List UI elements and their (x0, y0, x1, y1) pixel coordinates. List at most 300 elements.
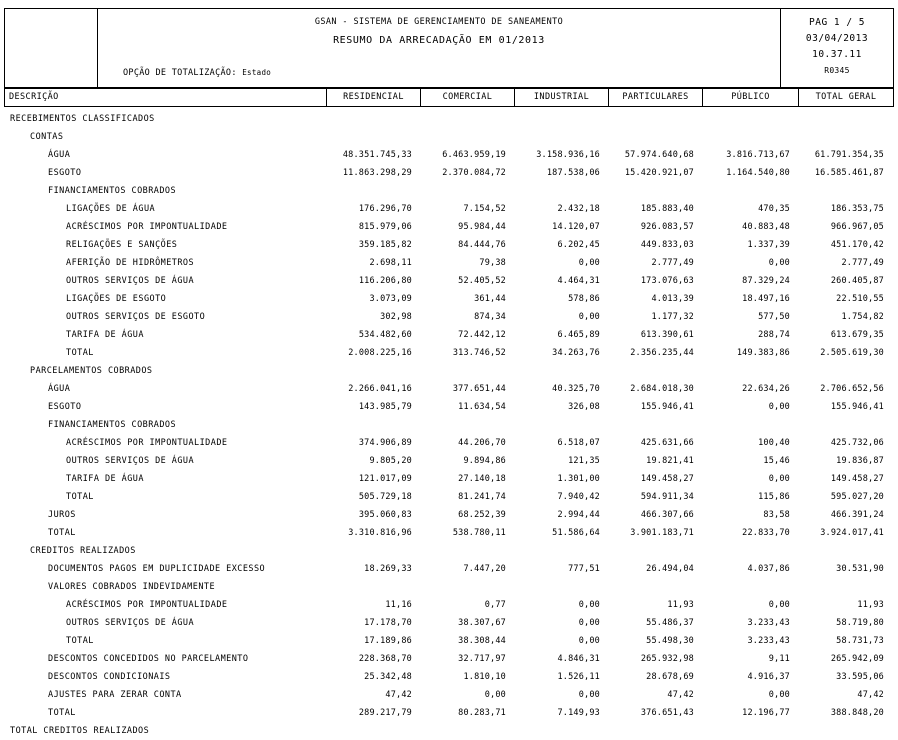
cell-comercial: 44.206,70 (458, 438, 506, 448)
cell-comercial: 81.241,74 (458, 492, 506, 502)
cell-total-geral: 58.731,73 (836, 636, 884, 646)
row-label: TOTAL (66, 636, 94, 646)
cell-industrial (514, 416, 608, 434)
cell-residencial (326, 362, 420, 380)
cell-total-geral: 155.946,41 (830, 402, 884, 412)
table-row (4, 704, 894, 722)
report-date: 03/04/2013 (805, 33, 869, 44)
table-row (4, 488, 894, 506)
table-row (4, 596, 894, 614)
row-label: RECEBIMENTOS CLASSIFICADOS (10, 114, 155, 124)
cell-publico: 115,86 (758, 492, 790, 502)
cell-publico: 470,35 (758, 204, 790, 214)
cell-comercial: 32.717,97 (458, 654, 506, 664)
cell-particulares: 2.356.235,44 (630, 348, 694, 358)
cell-total-geral: 2.777,49 (841, 258, 884, 268)
cell-residencial: 17.178,70 (364, 618, 412, 628)
row-label: ESGOTO (48, 168, 82, 178)
column-header-comercial: COMERCIAL (421, 89, 515, 106)
row-label: ACRÉSCIMOS POR IMPONTUALIDADE (66, 438, 228, 448)
cell-industrial (514, 362, 608, 380)
cell-comercial: 377.651,44 (452, 384, 506, 394)
cell-industrial: 326,08 (568, 402, 600, 412)
cell-industrial: 0,00 (578, 690, 600, 700)
cell-publico: 18.497,16 (742, 294, 790, 304)
cell-particulares: 11,93 (667, 600, 694, 610)
cell-residencial: 302,98 (380, 312, 412, 322)
system-title: GSAN - SISTEMA DE GERENCIAMENTO DE SANEAMENTO (314, 17, 564, 27)
cell-total-geral: 260.405,87 (830, 276, 884, 286)
cell-comercial (420, 110, 514, 128)
cell-particulares: 4.013,39 (651, 294, 694, 304)
cell-residencial: 2.266.041,16 (348, 384, 412, 394)
column-header-publico: PÚBLICO (703, 89, 799, 106)
cell-publico: 22.634,26 (742, 384, 790, 394)
cell-comercial: 0,77 (484, 600, 506, 610)
row-label: DESCONTOS CONCEDIDOS NO PARCELAMENTO (48, 654, 249, 664)
cell-industrial: 4.464,31 (557, 276, 600, 286)
cell-residencial: 395.060,83 (358, 510, 412, 520)
cell-comercial: 84.444,76 (458, 240, 506, 250)
cell-residencial: 289.217,79 (358, 708, 412, 718)
cell-industrial: 0,00 (578, 618, 600, 628)
cell-industrial: 7.149,93 (557, 708, 600, 718)
cell-total-geral: 466.391,24 (830, 510, 884, 520)
row-label: FINANCIAMENTOS COBRADOS (48, 420, 177, 430)
cell-comercial: 27.140,18 (458, 474, 506, 484)
cell-publico (702, 128, 798, 146)
cell-publico: 149.383,86 (736, 348, 790, 358)
cell-residencial (326, 128, 420, 146)
cell-total-geral: 19.836,87 (836, 456, 884, 466)
column-header-particulares: PARTICULARES (609, 89, 703, 106)
cell-publico (702, 578, 798, 596)
cell-residencial: 143.985,79 (358, 402, 412, 412)
cell-residencial: 116.206,80 (358, 276, 412, 286)
cell-total-geral: 149.458,27 (830, 474, 884, 484)
cell-particulares (608, 416, 702, 434)
cell-publico: 22.833,70 (742, 528, 790, 538)
cell-comercial: 0,00 (484, 690, 506, 700)
cell-industrial: 187.538,06 (546, 168, 600, 178)
cell-residencial: 121.017,09 (358, 474, 412, 484)
cell-publico: 288,74 (758, 330, 790, 340)
cell-particulares: 926.083,57 (640, 222, 694, 232)
cell-particulares: 425.631,66 (640, 438, 694, 448)
cell-comercial: 79,38 (479, 258, 506, 268)
row-label: FINANCIAMENTOS COBRADOS (48, 186, 177, 196)
table-row (4, 398, 894, 416)
cell-particulares: 466.307,66 (640, 510, 694, 520)
cell-comercial: 7.154,52 (463, 204, 506, 214)
cell-industrial: 6.518,07 (557, 438, 600, 448)
cell-residencial (326, 542, 420, 560)
cell-residencial: 11,16 (385, 600, 412, 610)
cell-industrial: 1.526,11 (557, 672, 600, 682)
row-label: ÁGUA (48, 150, 71, 160)
cell-particulares: 173.076,63 (640, 276, 694, 286)
cell-total-geral (798, 722, 894, 740)
cell-particulares: 19.821,41 (646, 456, 694, 466)
cell-total-geral: 451.170,42 (830, 240, 884, 250)
cell-residencial (326, 182, 420, 200)
cell-comercial (420, 182, 514, 200)
row-label: VALORES COBRADOS INDEVIDAMENTE (48, 582, 216, 592)
cell-total-geral (798, 362, 894, 380)
cell-industrial: 6.202,45 (557, 240, 600, 250)
cell-industrial: 777,51 (568, 564, 600, 574)
cell-comercial: 80.283,71 (458, 708, 506, 718)
cell-comercial (420, 128, 514, 146)
cell-comercial: 361,44 (474, 294, 506, 304)
cell-residencial: 2.698,11 (369, 258, 412, 268)
cell-total-geral: 2.505.619,30 (820, 348, 884, 358)
cell-total-geral: 966.967,05 (830, 222, 884, 232)
cell-total-geral (798, 542, 894, 560)
cell-total-geral (798, 578, 894, 596)
cell-particulares: 149.458,27 (640, 474, 694, 484)
table-row (4, 614, 894, 632)
cell-total-geral (798, 182, 894, 200)
cell-industrial: 0,00 (578, 600, 600, 610)
row-label: ÁGUA (48, 384, 71, 394)
column-header-industrial: INDUSTRIAL (515, 89, 609, 106)
cell-particulares: 26.494,04 (646, 564, 694, 574)
cell-total-geral (798, 416, 894, 434)
cell-residencial: 815.979,06 (358, 222, 412, 232)
table-row (4, 542, 894, 560)
cell-industrial: 40.325,70 (552, 384, 600, 394)
cell-particulares: 1.177,32 (651, 312, 694, 322)
table-row (4, 686, 894, 704)
cell-particulares: 185.883,40 (640, 204, 694, 214)
cell-publico: 40.883,48 (742, 222, 790, 232)
cell-industrial (514, 722, 608, 740)
cell-publico: 1.337,39 (747, 240, 790, 250)
cell-total-geral: 47,42 (857, 690, 884, 700)
totalization-option-value: Estado (242, 68, 272, 77)
cell-publico (702, 110, 798, 128)
row-label: ACRÉSCIMOS POR IMPONTUALIDADE (66, 600, 228, 610)
table-row (4, 470, 894, 488)
cell-industrial: 14.120,07 (552, 222, 600, 232)
cell-particulares: 28.678,69 (646, 672, 694, 682)
table-body (4, 110, 894, 740)
cell-particulares: 47,42 (667, 690, 694, 700)
cell-total-geral: 2.706.652,56 (820, 384, 884, 394)
table-row (4, 722, 894, 740)
cell-comercial (420, 416, 514, 434)
row-label: CREDITOS REALIZADOS (30, 546, 136, 556)
cell-particulares: 155.946,41 (640, 402, 694, 412)
row-label: TARIFA DE ÁGUA (66, 330, 144, 340)
cell-comercial: 95.984,44 (458, 222, 506, 232)
table-row (4, 578, 894, 596)
row-label: AJUSTES PARA ZERAR CONTA (48, 690, 182, 700)
cell-total-geral: 61.791.354,35 (814, 150, 884, 160)
table-row (4, 650, 894, 668)
cell-residencial: 25.342,48 (364, 672, 412, 682)
cell-industrial (514, 182, 608, 200)
cell-residencial: 176.296,70 (358, 204, 412, 214)
cell-particulares (608, 362, 702, 380)
row-label: TARIFA DE ÁGUA (66, 474, 144, 484)
cell-particulares (608, 110, 702, 128)
cell-publico: 3.233,43 (747, 636, 790, 646)
row-label: DOCUMENTOS PAGOS EM DUPLICIDADE EXCESSO (48, 564, 266, 574)
cell-publico: 4.037,86 (747, 564, 790, 574)
cell-publico: 83,58 (763, 510, 790, 520)
cell-total-geral: 16.585.461,87 (814, 168, 884, 178)
cell-publico: 577,50 (758, 312, 790, 322)
cell-industrial: 0,00 (578, 312, 600, 322)
row-label: OUTROS SERVIÇOS DE ÁGUA (66, 456, 195, 466)
cell-comercial: 72.442,12 (458, 330, 506, 340)
cell-publico: 12.196,77 (742, 708, 790, 718)
report-title: RESUMO DA ARRECADAÇÃO EM 01/2013 (333, 35, 545, 46)
row-label: AFERIÇÃO DE HIDRÔMETROS (66, 258, 195, 268)
cell-comercial: 2.370.084,72 (442, 168, 506, 178)
cell-particulares: 376.651,43 (640, 708, 694, 718)
cell-particulares: 613.390,61 (640, 330, 694, 340)
cell-particulares: 15.420.921,07 (624, 168, 694, 178)
cell-comercial (420, 722, 514, 740)
cell-industrial: 2.432,18 (557, 204, 600, 214)
row-label: PARCELAMENTOS COBRADOS (30, 366, 153, 376)
cell-comercial: 1.810,10 (463, 672, 506, 682)
cell-residencial: 9.805,20 (369, 456, 412, 466)
table-row (4, 380, 894, 398)
header-left-cell (5, 9, 98, 87)
cell-industrial: 7.940,42 (557, 492, 600, 502)
cell-residencial: 48.351.745,33 (342, 150, 412, 160)
cell-publico: 0,00 (768, 690, 790, 700)
table-row (4, 110, 894, 128)
cell-total-geral: 30.531,90 (836, 564, 884, 574)
table-row (4, 254, 894, 272)
row-label: LIGAÇÕES DE ESGOTO (66, 294, 167, 304)
cell-particulares: 55.486,37 (646, 618, 694, 628)
row-label: ACRÉSCIMOS POR IMPONTUALIDADE (66, 222, 228, 232)
cell-publico: 15,46 (763, 456, 790, 466)
cell-publico: 0,00 (768, 474, 790, 484)
cell-total-geral: 3.924.017,41 (820, 528, 884, 538)
row-label: OUTROS SERVIÇOS DE ÁGUA (66, 618, 195, 628)
cell-comercial: 52.405,52 (458, 276, 506, 286)
cell-residencial: 359.185,82 (358, 240, 412, 250)
cell-particulares (608, 542, 702, 560)
column-header-total-geral: TOTAL GERAL (815, 92, 877, 102)
cell-residencial: 505.729,18 (358, 492, 412, 502)
cell-residencial: 3.073,09 (369, 294, 412, 304)
cell-publico: 9,11 (768, 654, 790, 664)
cell-publico: 87.329,24 (742, 276, 790, 286)
totalization-option-label: OPÇÃO DE TOTALIZAÇÃO: (123, 68, 237, 78)
cell-publico (702, 182, 798, 200)
cell-total-geral: 22.510,55 (836, 294, 884, 304)
cell-particulares: 3.901.183,71 (630, 528, 694, 538)
row-label: JUROS (48, 510, 76, 520)
cell-comercial: 11.634,54 (458, 402, 506, 412)
table-column-headers (4, 88, 894, 107)
cell-comercial: 38.308,44 (458, 636, 506, 646)
report-time: 10.37.11 (812, 49, 862, 60)
row-label: TOTAL (66, 492, 94, 502)
cell-publico (702, 542, 798, 560)
cell-total-geral: 388.848,20 (830, 708, 884, 718)
page-number: PAG 1 / 5 (809, 17, 865, 28)
row-label: ESGOTO (48, 402, 82, 412)
totalization-option (123, 68, 271, 78)
report-code: R0345 (824, 66, 850, 75)
cell-comercial: 9.894,86 (463, 456, 506, 466)
row-label: RELIGAÇÕES E SANÇÕES (66, 240, 178, 250)
cell-total-geral: 265.942,09 (830, 654, 884, 664)
cell-particulares: 55.498,30 (646, 636, 694, 646)
cell-total-geral: 186.353,75 (830, 204, 884, 214)
cell-residencial: 17.189,86 (364, 636, 412, 646)
cell-particulares: 594.911,34 (640, 492, 694, 502)
cell-industrial (514, 542, 608, 560)
cell-total-geral: 595.027,20 (830, 492, 884, 502)
table-row (4, 200, 894, 218)
table-row (4, 506, 894, 524)
cell-industrial: 0,00 (578, 258, 600, 268)
cell-comercial (420, 542, 514, 560)
cell-industrial: 6.465,89 (557, 330, 600, 340)
cell-industrial: 4.846,31 (557, 654, 600, 664)
cell-industrial: 0,00 (578, 636, 600, 646)
column-header-descricao: DESCRIÇÃO (5, 89, 327, 106)
cell-industrial: 51.586,64 (552, 528, 600, 538)
header-meta-cell (781, 9, 893, 87)
cell-industrial: 3.158.936,16 (536, 150, 600, 160)
table-row (4, 560, 894, 578)
cell-comercial (420, 362, 514, 380)
cell-industrial: 2.994,44 (557, 510, 600, 520)
cell-industrial (514, 578, 608, 596)
cell-industrial: 34.263,76 (552, 348, 600, 358)
cell-residencial: 18.269,33 (364, 564, 412, 574)
report-header (4, 8, 894, 88)
cell-publico: 0,00 (768, 402, 790, 412)
cell-publico: 4.916,37 (747, 672, 790, 682)
cell-particulares (608, 578, 702, 596)
cell-particulares: 2.684.018,30 (630, 384, 694, 394)
cell-residencial: 2.008.225,16 (348, 348, 412, 358)
cell-comercial: 7.447,20 (463, 564, 506, 574)
cell-comercial: 68.252,39 (458, 510, 506, 520)
cell-total-geral: 33.595,06 (836, 672, 884, 682)
table-row (4, 236, 894, 254)
table-row (4, 146, 894, 164)
cell-particulares (608, 128, 702, 146)
row-label: TOTAL (48, 528, 76, 538)
row-label: CONTAS (30, 132, 64, 142)
cell-industrial: 121,35 (568, 456, 600, 466)
cell-industrial: 578,86 (568, 294, 600, 304)
cell-particulares: 265.932,98 (640, 654, 694, 664)
cell-residencial: 228.368,70 (358, 654, 412, 664)
cell-residencial (326, 110, 420, 128)
cell-total-geral (798, 110, 894, 128)
cell-residencial: 47,42 (385, 690, 412, 700)
cell-publico: 0,00 (768, 258, 790, 268)
cell-comercial: 874,34 (474, 312, 506, 322)
row-label: TOTAL (48, 708, 76, 718)
cell-publico: 0,00 (768, 600, 790, 610)
table-row (4, 524, 894, 542)
cell-comercial: 6.463.959,19 (442, 150, 506, 160)
table-row (4, 362, 894, 380)
cell-residencial (326, 722, 420, 740)
cell-publico (702, 416, 798, 434)
cell-industrial: 1.301,00 (557, 474, 600, 484)
cell-publico (702, 722, 798, 740)
cell-total-geral: 11,93 (857, 600, 884, 610)
table-row (4, 326, 894, 344)
cell-particulares (608, 722, 702, 740)
table-row (4, 668, 894, 686)
row-label: TOTAL (66, 348, 94, 358)
table-row (4, 434, 894, 452)
cell-comercial: 313.746,52 (452, 348, 506, 358)
header-title-cell (98, 9, 781, 87)
table-row (4, 632, 894, 650)
table-row (4, 218, 894, 236)
cell-publico: 3.233,43 (747, 618, 790, 628)
cell-particulares: 2.777,49 (651, 258, 694, 268)
table-row (4, 128, 894, 146)
cell-total-geral: 1.754,82 (841, 312, 884, 322)
column-header-residencial: RESIDENCIAL (327, 89, 421, 106)
row-label: LIGAÇÕES DE ÁGUA (66, 204, 156, 214)
table-row (4, 452, 894, 470)
row-label: OUTROS SERVIÇOS DE ÁGUA (66, 276, 195, 286)
cell-residencial: 374.906,89 (358, 438, 412, 448)
table-row (4, 182, 894, 200)
row-label: OUTROS SERVIÇOS DE ESGOTO (66, 312, 206, 322)
cell-total-geral (798, 128, 894, 146)
table-row (4, 344, 894, 362)
cell-publico: 100,40 (758, 438, 790, 448)
cell-residencial: 3.310.816,96 (348, 528, 412, 538)
cell-total-geral: 58.719,80 (836, 618, 884, 628)
cell-particulares: 449.833,03 (640, 240, 694, 250)
cell-publico: 3.816.713,67 (726, 150, 790, 160)
cell-residencial (326, 416, 420, 434)
cell-comercial: 538.780,11 (452, 528, 506, 538)
table-row (4, 416, 894, 434)
cell-publico (702, 362, 798, 380)
cell-comercial (420, 578, 514, 596)
cell-particulares (608, 182, 702, 200)
cell-residencial: 11.863.298,29 (342, 168, 412, 178)
table-row (4, 308, 894, 326)
cell-total-geral: 613.679,35 (830, 330, 884, 340)
cell-residencial (326, 578, 420, 596)
table-row (4, 290, 894, 308)
cell-total-geral: 425.732,06 (830, 438, 884, 448)
cell-comercial: 38.307,67 (458, 618, 506, 628)
cell-publico: 1.164.540,80 (726, 168, 790, 178)
cell-residencial: 534.482,60 (358, 330, 412, 340)
cell-particulares: 57.974.640,68 (624, 150, 694, 160)
row-label: DESCONTOS CONDICIONAIS (48, 672, 171, 682)
table-row (4, 272, 894, 290)
cell-industrial (514, 128, 608, 146)
cell-industrial (514, 110, 608, 128)
